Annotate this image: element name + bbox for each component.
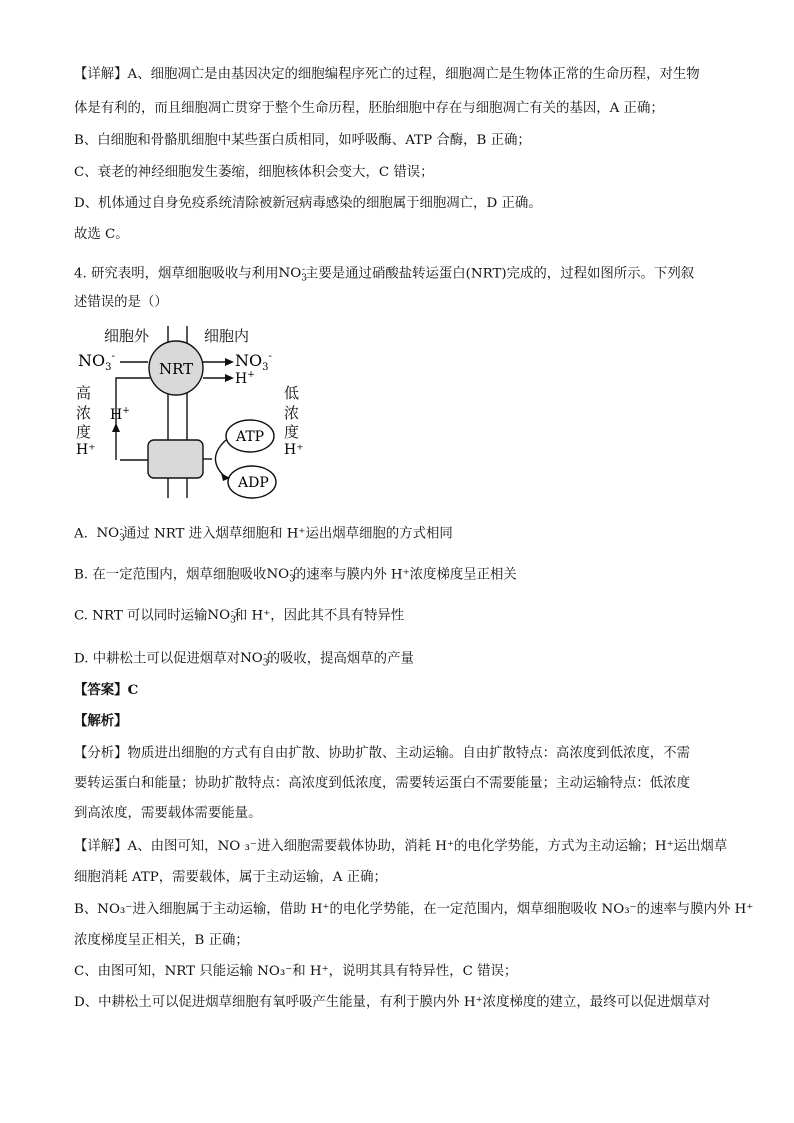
analysis-line-6: B、NO₃⁻进入细胞属于主动运输，借助 H⁺的电化学势能，在一定范围内，烟草细胞吸收 NO₃⁻的速率与膜内外 H⁺ — [74, 902, 754, 917]
no3-formula: $NO_3^-$ — [266, 566, 295, 586]
prev-detail-line-4: C、衰老的神经细胞发生萎缩，细胞核体积会变大，C 错误； — [74, 165, 434, 180]
analysis-line-4: 【详解】A、由图可知，NO ₃⁻进入细胞需要载体协助，消耗 H⁺的电化学势能，方式为主动运输；H⁺运出烟草 — [74, 839, 728, 854]
high-conc-4: H⁺ — [76, 442, 96, 458]
answer-label: 【答案】 — [74, 682, 128, 698]
low-conc-1: 低 — [284, 384, 300, 402]
option-b: B. 在一定范围内，烟草细胞吸收$NO_3^-$的速率与膜内外 H⁺浓度梯度呈正相关 — [74, 566, 517, 586]
atp-label: ATP — [236, 429, 265, 445]
analysis-title: 【解析】 — [74, 713, 128, 729]
low-conc-2: 浓 — [284, 404, 300, 422]
prev-detail-line-5: D、机体通过自身免疫系统清除被新冠病毒感染的细胞属于细胞凋亡，D 正确。 — [74, 196, 542, 211]
question-stem-line-2: 述错误的是（） — [74, 295, 168, 310]
low-conc-4: H⁺ — [284, 442, 304, 458]
option-d: D. 中耕松土可以促进烟草对$NO_3^-$的吸收，提高烟草的产量 — [74, 650, 414, 670]
high-conc-3: 度 — [76, 423, 92, 441]
low-conc-3: 度 — [284, 423, 300, 441]
high-conc-2: 浓 — [76, 404, 92, 422]
no3-inside: $NO_3^-$ — [235, 351, 272, 373]
analysis-line-2: 要转运蛋白和能量；协助扩散特点：高浓度到低浓度，需要转运蛋白不需要能量；主动运输特点：低浓度 — [74, 776, 690, 791]
analysis-line-9: D、中耕松土可以促进烟草细胞有氧呼吸产生能量，有利于膜内外 H⁺浓度梯度的建立，最终可以促进烟草对 — [74, 995, 711, 1010]
h-outflow-arrowhead — [225, 374, 234, 382]
prev-detail-line-1: 【详解】A、细胞凋亡是由基因决定的细胞编程序死亡的过程，细胞凋亡是生物体正常的生命历程，对生物 — [74, 67, 700, 82]
no3-formula: $NO_3^-$ — [278, 265, 307, 285]
analysis-line-8: C、由图可知，NRT 只能运输 NO₃⁻和 H⁺，说明其具有特异性，C 错误； — [74, 964, 518, 979]
nrt-label: NRT — [159, 360, 194, 378]
adp-label: ADP — [238, 475, 269, 491]
analysis-line-3: 到高浓度，需要载体需要能量。 — [74, 806, 262, 821]
prev-detail-line-2: 体是有利的，而且细胞凋亡贯穿于整个生命历程，胚胎细胞中存在与细胞凋亡有关的基因，A 正确； — [74, 101, 664, 116]
analysis-line-1: 【分析】物质进出细胞的方式有自由扩散、协助扩散、主动运输。自由扩散特点：高浓度到低浓度，不需 — [74, 746, 690, 761]
proton-pump — [148, 440, 203, 478]
atp-adp-curve — [215, 440, 226, 476]
h-up-arrowhead — [112, 423, 120, 432]
no3-formula: $NO_3^-$ — [207, 607, 236, 627]
option-a: A. $NO_3^-$通过 NRT 进入烟草细胞和 H⁺运出烟草细胞的方式相同 — [74, 525, 453, 545]
no3-formula: $NO_3^-$ — [96, 525, 125, 545]
no3-outside: $NO_3^-$ — [78, 351, 115, 373]
prev-detail-line-3: B、白细胞和骨骼肌细胞中某些蛋白质相同，如呼吸酶、ATP 合酶，B 正确； — [74, 133, 531, 148]
h-pumped-label: H+ — [110, 406, 130, 423]
no3-outflow-arrowhead — [225, 358, 234, 366]
option-c: C. NRT 可以同时运输$NO_3^-$和 H⁺，因此其不具有特异性 — [74, 607, 405, 627]
high-conc-1: 高 — [76, 384, 92, 402]
outside-label: 细胞外 — [104, 327, 150, 345]
nrt-diagram — [74, 320, 314, 500]
question-stem-line-1 — [74, 260, 694, 289]
no3-formula: $NO_3^-$ — [240, 650, 269, 670]
answer-line — [74, 680, 138, 700]
h-inside: H+ — [235, 370, 255, 387]
analysis-line-7: 浓度梯度呈正相关，B 正确； — [74, 933, 249, 948]
question-stem-part-2: 主要是通过硝酸盐转运蛋白(NRT)完成的，过程如图所示。下列叙 — [305, 266, 695, 282]
prev-detail-line-6: 故选 C。 — [74, 227, 129, 242]
answer-value: C — [127, 682, 139, 698]
question-stem-part-1: 4. 研究表明，烟草细胞吸收与利用 — [74, 266, 279, 282]
analysis-line-5: 细胞消耗 ATP，需要载体，属于主动运输，A 正确； — [74, 870, 387, 885]
inside-label: 细胞内 — [204, 327, 250, 345]
